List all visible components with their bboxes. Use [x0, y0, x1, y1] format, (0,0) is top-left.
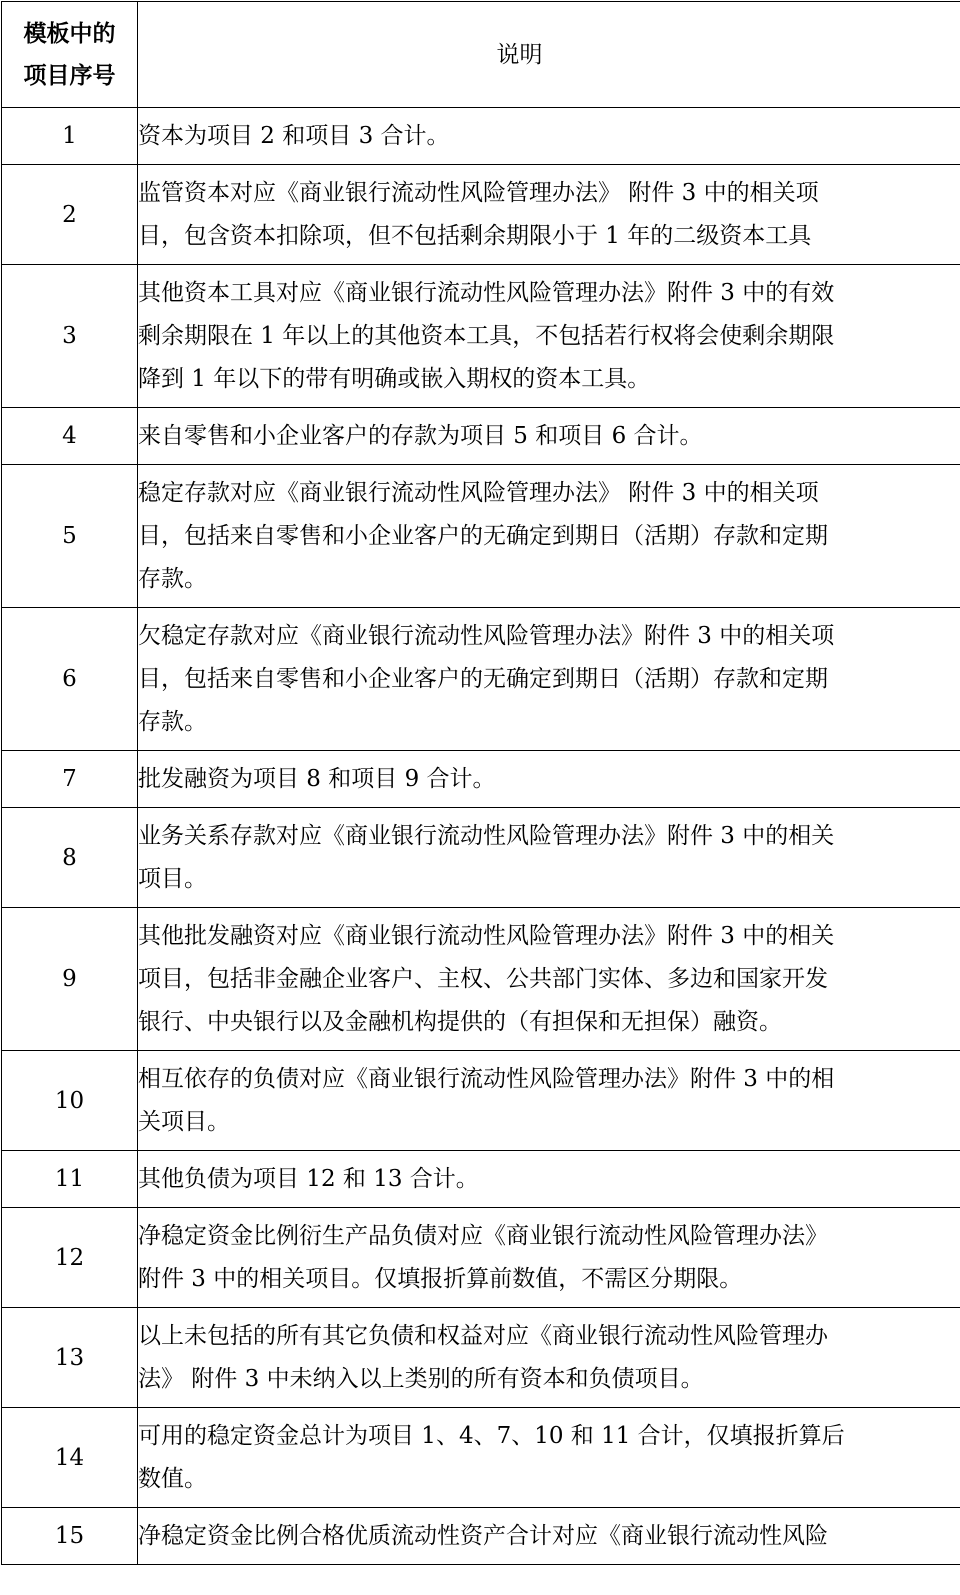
description-line: 相互依存的负债对应《商业银行流动性风险管理办法》附件 3 中的相: [138, 1065, 835, 1092]
table-row: [2, 108, 960, 165]
description-cell: [138, 608, 960, 751]
description-line: 其他批发融资对应《商业银行流动性风险管理办法》附件 3 中的相关: [138, 922, 835, 949]
item-number-header-line-2: 项目序号: [23, 61, 116, 89]
item-number-cell: 15: [2, 1508, 138, 1565]
description-cell: [138, 908, 960, 1051]
description-cell: [138, 1408, 960, 1508]
description-line: 降到 1 年以下的带有明确或嵌入期权的资本工具。: [138, 365, 651, 392]
description-line: 监管资本对应《商业银行流动性风险管理办法》 附件 3 中的相关项: [138, 179, 819, 206]
description-line: 业务关系存款对应《商业银行流动性风险管理办法》附件 3 中的相关: [138, 822, 835, 849]
item-number-cell: 12: [2, 1208, 138, 1308]
description-cell: [138, 265, 960, 408]
item-number-cell: 4: [2, 408, 138, 465]
description-cell: [138, 751, 960, 808]
table-row: [2, 408, 960, 465]
table-row: [2, 751, 960, 808]
table-row: [2, 1208, 960, 1308]
description-cell: [138, 1508, 960, 1565]
description-cell: [138, 1308, 960, 1408]
item-number-column-header: [2, 2, 138, 108]
table-row: [2, 808, 960, 908]
description-line: 项目，包括非金融企业客户、主权、公共部门实体、多边和国家开发: [138, 965, 828, 992]
description-cell: [138, 1051, 960, 1151]
description-line: 数值。: [138, 1465, 207, 1492]
description-line: 法》 附件 3 中未纳入以上类别的所有资本和负债项目。: [138, 1365, 704, 1392]
description-cell: [138, 808, 960, 908]
table-row: [2, 1051, 960, 1151]
description-cell: [138, 165, 960, 265]
description-cell: [138, 465, 960, 608]
description-line: 附件 3 中的相关项目。仅填报折算前数值，不需区分期限。: [138, 1265, 743, 1292]
item-number-cell: 3: [2, 265, 138, 408]
description-line: 目，包括来自零售和小企业客户的无确定到期日（活期）存款和定期: [138, 665, 828, 692]
table-row: [2, 1308, 960, 1408]
description-line: 稳定存款对应《商业银行流动性风险管理办法》 附件 3 中的相关项: [138, 479, 819, 506]
description-line: 目，包含资本扣除项，但不包括剩余期限小于 1 年的二级资本工具: [138, 222, 812, 249]
item-number-cell: 13: [2, 1308, 138, 1408]
description-line: 项目。: [138, 865, 207, 892]
description-line: 存款。: [138, 708, 207, 735]
table-row: [2, 1408, 960, 1508]
description-line: 净稳定资金比例衍生产品负债对应《商业银行流动性风险管理办法》: [138, 1222, 828, 1249]
description-line: 其他资本工具对应《商业银行流动性风险管理办法》附件 3 中的有效: [138, 279, 835, 306]
description-line: 目，包括来自零售和小企业客户的无确定到期日（活期）存款和定期: [138, 522, 828, 549]
table-row: [2, 165, 960, 265]
description-line: 存款。: [138, 565, 207, 592]
table-row: [2, 465, 960, 608]
description-line: 可用的稳定资金总计为项目 1、4、7、10 和 11 合计，仅填报折算后: [138, 1422, 845, 1449]
description-line: 资本为项目 2 和项目 3 合计。: [138, 122, 450, 149]
description-cell: [138, 1208, 960, 1308]
description-line: 欠稳定存款对应《商业银行流动性风险管理办法》附件 3 中的相关项: [138, 622, 835, 649]
description-line: 银行、中央银行以及金融机构提供的（有担保和无担保）融资。: [138, 1008, 782, 1035]
description-line: 剩余期限在 1 年以上的其他资本工具，不包括若行权将会使剩余期限: [138, 322, 835, 349]
item-number-cell: 1: [2, 108, 138, 165]
item-number-cell: 10: [2, 1051, 138, 1151]
table-row: [2, 265, 960, 408]
description-line: 关项目。: [138, 1108, 230, 1135]
description-column-header: 说明: [138, 2, 960, 108]
item-description-table: [1, 1, 960, 1565]
description-cell: [138, 108, 960, 165]
item-number-cell: 5: [2, 465, 138, 608]
item-number-cell: 8: [2, 808, 138, 908]
description-line: 批发融资为项目 8 和项目 9 合计。: [138, 765, 496, 792]
description-line: 其他负债为项目 12 和 13 合计。: [138, 1165, 479, 1192]
description-cell: [138, 1151, 960, 1208]
table-row: [2, 608, 960, 751]
item-number-cell: 7: [2, 751, 138, 808]
table-row: [2, 1151, 960, 1208]
item-number-cell: 9: [2, 908, 138, 1051]
table-body: [2, 108, 960, 1565]
table-row: [2, 1508, 960, 1565]
description-line: 净稳定资金比例合格优质流动性资产合计对应《商业银行流动性风险: [138, 1522, 828, 1549]
item-number-cell: 6: [2, 608, 138, 751]
table-row: [2, 908, 960, 1051]
item-number-cell: 2: [2, 165, 138, 265]
description-line: 以上未包括的所有其它负债和权益对应《商业银行流动性风险管理办: [138, 1322, 828, 1349]
description-line: 来自零售和小企业客户的存款为项目 5 和项目 6 合计。: [138, 422, 703, 449]
item-number-cell: 11: [2, 1151, 138, 1208]
item-number-header-line-1: 模板中的: [23, 19, 116, 47]
item-number-cell: 14: [2, 1408, 138, 1508]
description-cell: [138, 408, 960, 465]
